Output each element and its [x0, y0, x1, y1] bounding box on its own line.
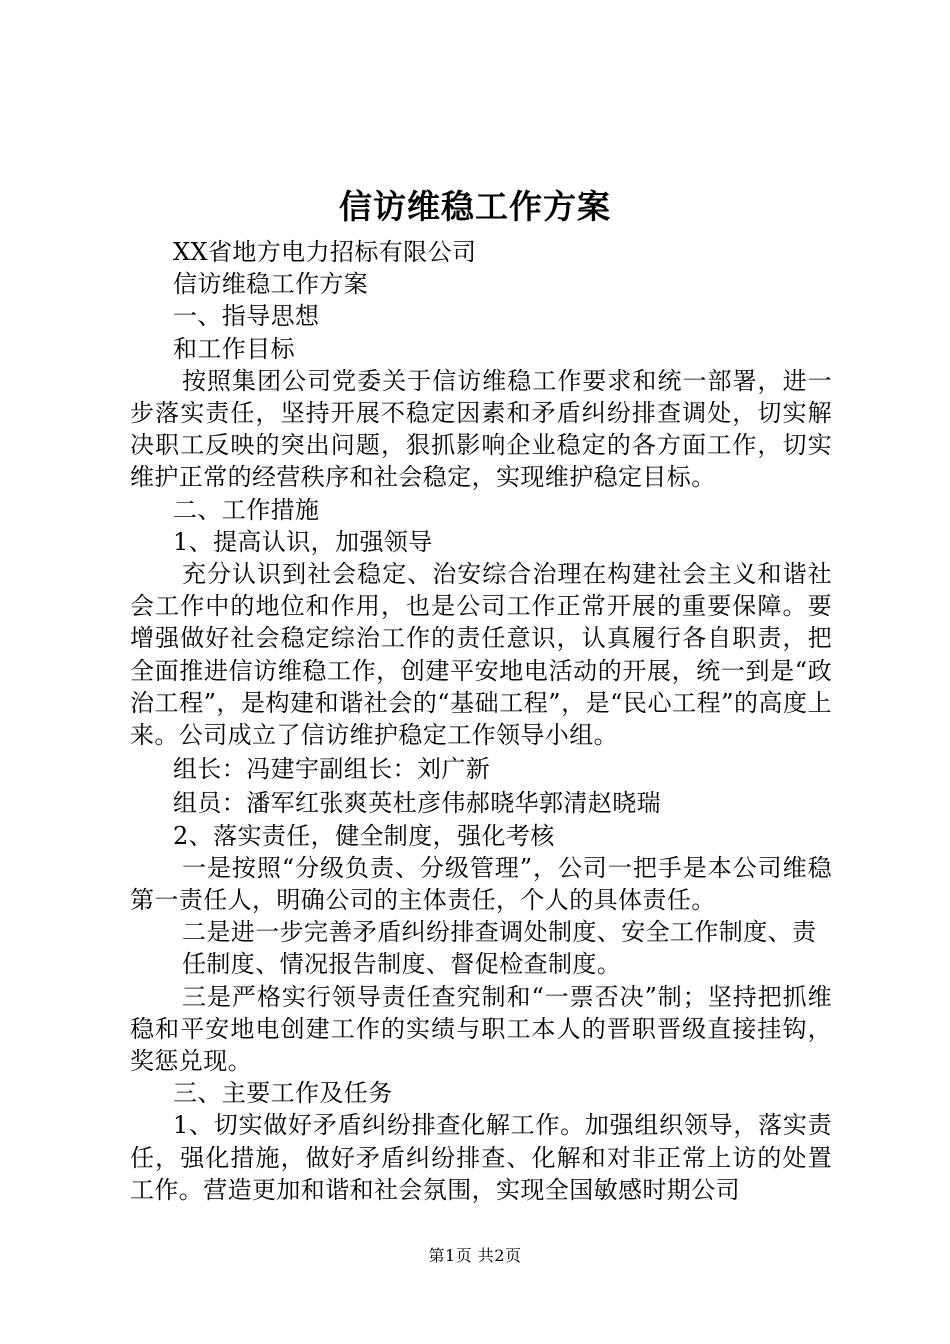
section-heading: 三、主要工作及任务: [173, 1079, 393, 1108]
paragraph: 组员：潘军红张爽英杜彦伟郝晓华郭清赵晓瑞: [173, 789, 661, 818]
paragraph: 1、切实做好矛盾纠纷排查化解工作。加强组织领导，落实责任，强化措施，做好矛盾纠纷排查、化解和对非正常上访的处置工作。营造更加和谐和社会氛围，实现全国敏感时期公司: [130, 1111, 832, 1204]
paragraph: 任制度、情况报告制度、督促检查制度。: [182, 950, 622, 979]
section-heading: 一、指导思想: [173, 302, 320, 331]
paragraph: 组长：冯建宇副组长：刘广新: [173, 755, 491, 784]
subsection-heading: 2、落实责任，健全制度，强化考核: [173, 821, 555, 850]
document-body: [130, 236, 832, 1206]
paragraph: 三是严格实行领导责任查究制和“一票否决”制；坚持把抓维稳和平安地电创建工作的实绩与职工本人的晋职晋级直接挂钩，奖惩兑现。: [130, 982, 832, 1076]
paragraph: XX省地方电力招标有限公司: [173, 238, 477, 266]
paragraph: 信访维稳工作方案: [173, 270, 369, 299]
subsection-heading: 1、提高认识，加强领导: [173, 527, 433, 556]
paragraph: 按照集团公司党委关于信访维稳工作要求和统一部署，进一步落实责任，坚持开展不稳定因素和矛盾纠纷排查调处，切实解决职工反映的突出问题，狠抓影响企业稳定的各方面工作，切实维护正常的经营秩序和社会稳定，实现维护稳定目标。: [130, 366, 832, 492]
paragraph: 充分认识到社会稳定、治安综合治理在构建社会主义和谐社会工作中的地位和作用，也是公司工作正常开展的重要保障。要增强做好社会稳定综治工作的责任意识，认真履行各自职责，把全面推进信访维稳工作，创建平安地电活动的开展，统一到是“政治工程”，是构建和谐社会的“基础工程”，是“民心工程”的高度上来。公司成立了信访维护稳定工作领导小组。: [130, 560, 832, 750]
document-title: 信访维稳工作方案: [339, 187, 611, 226]
paragraph: 二是进一步完善矛盾纠纷排查调处制度、安全工作制度、责: [182, 918, 817, 947]
section-heading: 二、工作措施: [173, 495, 320, 524]
paragraph: 和工作目标: [173, 334, 295, 363]
paragraph: 一是按照“分级负责、分级管理”，公司一把手是本公司维稳第一责任人，明确公司的主体责任，个人的具体责任。: [130, 853, 832, 915]
page-footer: 第1页 共2页: [428, 1246, 522, 1265]
